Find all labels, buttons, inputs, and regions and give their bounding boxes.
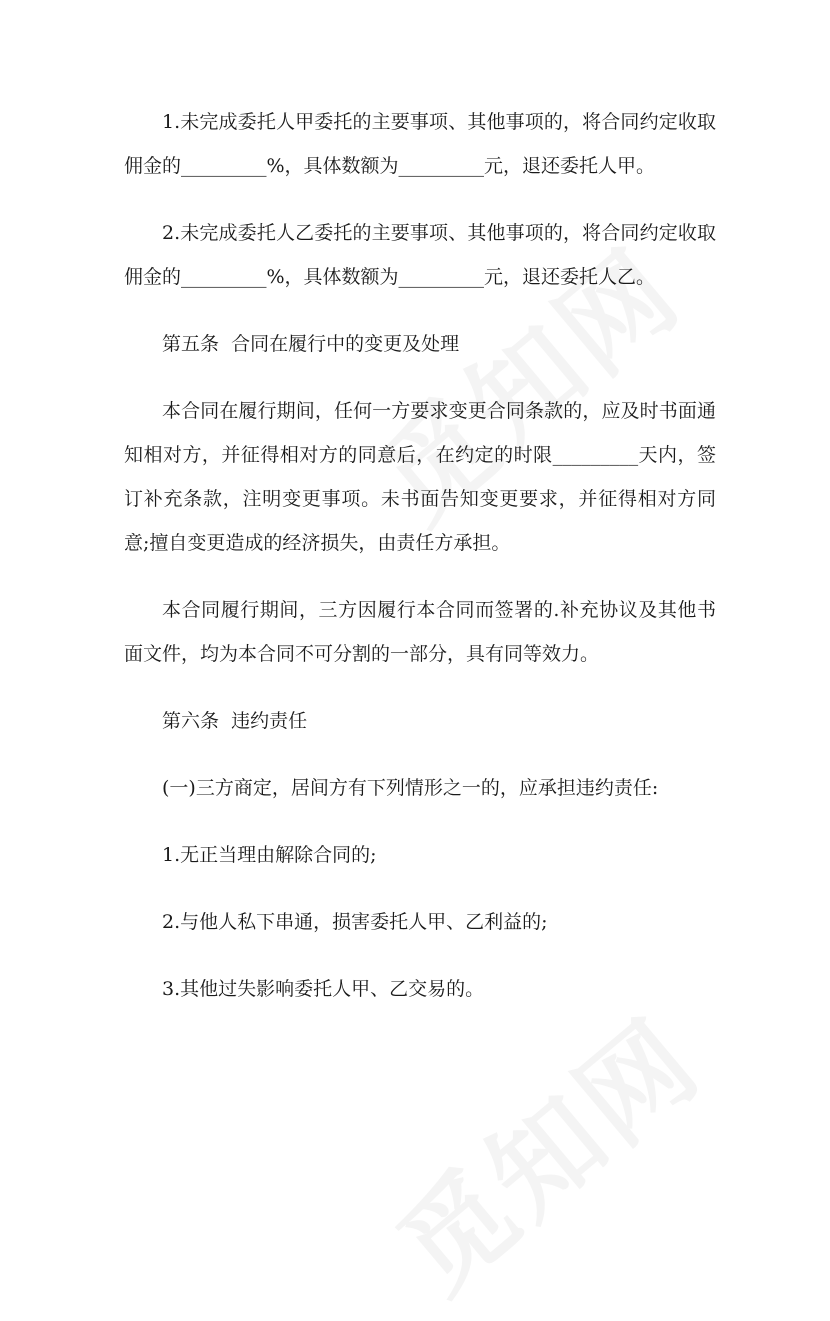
document-body <box>124 100 716 1034</box>
clause-2-paragraph: 2.未完成委托人乙委托的主要事项、其他事项的，将合同约定收取佣金的_________%，具体数额为_________元，退还委托人乙。 <box>124 222 716 288</box>
article-5-paragraph-1: 本合同在履行期间，任何一方要求变更合同条款的，应及时书面通知相对方，并征得相对方的同意后，在约定的时限_________天内，签订补充条款，注明变更事项。未书面告知变更要求，并征得相对方同意;擅自变更造成的经济损失，由责任方承担。 <box>124 400 716 554</box>
clause-1-paragraph: 1.未完成委托人甲委托的主要事项、其他事项的，将合同约定收取佣金的_________%，具体数额为_________元，退还委托人甲。 <box>124 111 716 177</box>
breach-item-1: 1.无正当理由解除合同的; <box>162 844 377 866</box>
article-5-heading: 第五条 合同在履行中的变更及处理 <box>162 333 460 355</box>
breach-item-3: 3.其他过失影响委托人甲、乙交易的。 <box>162 978 485 1000</box>
article-5-paragraph-2: 本合同履行期间，三方因履行本合同而签署的.补充协议及其他书面文件，均为本合同不可分割的一部分，具有同等效力。 <box>124 599 716 665</box>
breach-item-2: 2.与他人私下串通，损害委托人甲、乙利益的; <box>162 911 548 933</box>
article-6-heading: 第六条 违约责任 <box>162 710 308 732</box>
article-6-intro: (一)三方商定，居间方有下列情形之一的，应承担违约责任: <box>162 777 659 799</box>
